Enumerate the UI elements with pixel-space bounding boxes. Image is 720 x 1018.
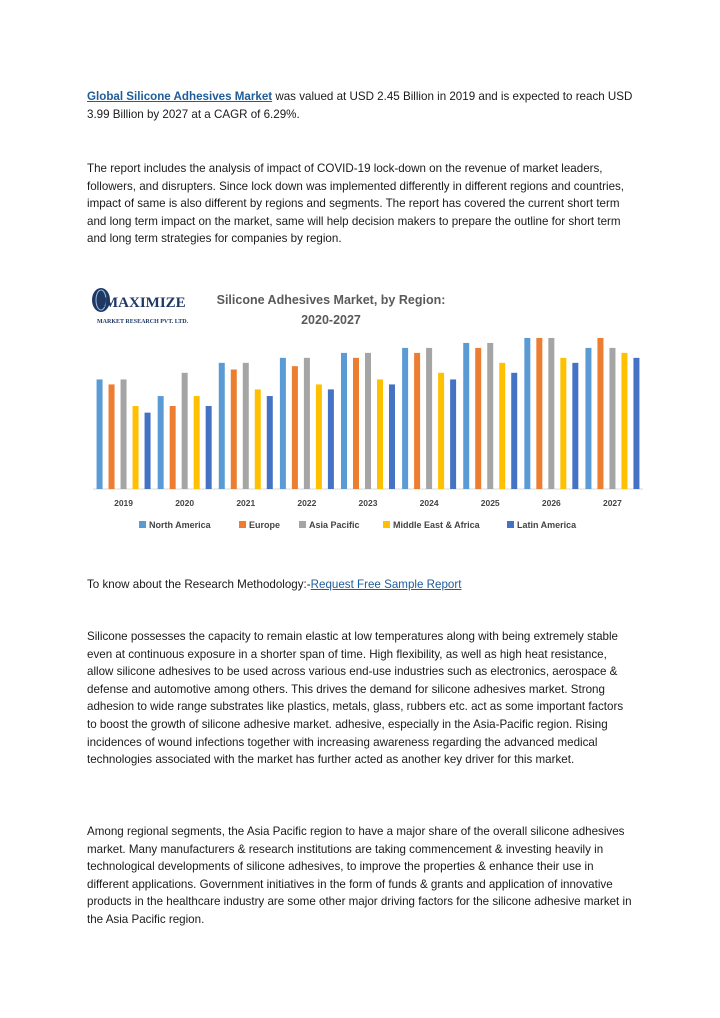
bar-asia-pacific-2027	[609, 348, 615, 489]
bar-north-america-2026	[524, 338, 530, 489]
x-tick-label: 2023	[358, 498, 378, 508]
bar-north-america-2019	[97, 379, 103, 489]
bar-europe-2021	[231, 369, 237, 489]
bar-latin-america-2025	[511, 373, 517, 489]
bar-north-america-2020	[158, 396, 164, 489]
legend-label: Asia Pacific	[309, 520, 360, 530]
bar-middle-east-africa-2023	[377, 379, 383, 489]
bar-asia-pacific-2024	[426, 348, 432, 489]
x-tick-label: 2022	[297, 498, 317, 508]
market-report-link[interactable]: Global Silicone Adhesives Market	[87, 90, 273, 103]
bar-latin-america-2026	[572, 363, 578, 489]
legend-swatch	[139, 521, 146, 528]
bar-latin-america-2027	[633, 358, 639, 489]
legend-label: Middle East & Africa	[393, 520, 480, 530]
chart-title-line2: 2020-2027	[301, 313, 361, 327]
bar-asia-pacific-2019	[121, 379, 127, 489]
x-tick-label: 2024	[419, 498, 439, 508]
silicone-paragraph: Silicone possesses the capacity to remain elastic at low temperatures along with being extremely stable even at continuous exposure in a shorter span of time. High flexibility, as well as high heat resistance, allow silicone adhesives to be used across various end-use industries such as electronics, aerospace & defense and automotive among others. This drives the demand for silicone adhesives market. Strong adhesion to wide range substrates like plastics, metals, glass, rubbers etc. act as some important factors to boost the growth of silicone adhesive market. adhesive, especially in the Asia-Pacific region. Rising incidences of wound infections together with increasing awareness regarding the advanced medical technologies associated with the market has further acted as another key driver for this market.	[87, 630, 624, 767]
methodology-paragraph	[87, 576, 635, 594]
chart-title-line1: Silicone Adhesives Market, by Region:	[216, 293, 446, 307]
x-tick-label: 2019	[114, 498, 134, 508]
bar-north-america-2027	[585, 348, 591, 489]
bar-middle-east-africa-2026	[560, 358, 566, 489]
bar-asia-pacific-2022	[304, 358, 310, 489]
bar-latin-america-2022	[328, 389, 334, 489]
bar-europe-2023	[353, 358, 359, 489]
methodology-text: To know about the Research Methodology:-	[87, 578, 311, 591]
bar-asia-pacific-2023	[365, 353, 371, 489]
bar-middle-east-africa-2019	[133, 406, 139, 489]
bar-europe-2027	[597, 338, 603, 489]
legend-label: Latin America	[517, 520, 577, 530]
legend-label: North America	[149, 520, 211, 530]
bar-middle-east-africa-2027	[621, 353, 627, 489]
bar-middle-east-africa-2020	[194, 396, 200, 489]
legend-swatch	[507, 521, 514, 528]
bar-europe-2022	[292, 366, 298, 489]
bar-europe-2020	[170, 406, 176, 489]
bar-asia-pacific-2020	[182, 373, 188, 489]
legend-swatch	[383, 521, 390, 528]
bar-north-america-2025	[463, 343, 469, 489]
request-sample-link[interactable]: Request Free Sample Report	[310, 578, 462, 591]
bar-europe-2019	[109, 384, 115, 489]
legend-label: Europe	[249, 520, 281, 530]
bar-asia-pacific-2025	[487, 343, 493, 489]
x-tick-label: 2025	[480, 498, 500, 508]
x-tick-label: 2027	[602, 498, 622, 508]
bar-latin-america-2023	[389, 384, 395, 489]
x-tick-label: 2021	[236, 498, 256, 508]
bar-europe-2025	[475, 348, 481, 489]
bar-north-america-2022	[280, 358, 286, 489]
bar-europe-2026	[536, 338, 542, 489]
bar-asia-pacific-2021	[243, 363, 249, 489]
logo-subtitle: MARKET RESEARCH PVT. LTD.	[97, 319, 189, 325]
logo-name: MAXIMIZE	[104, 295, 186, 311]
bar-latin-america-2021	[267, 396, 273, 489]
bar-middle-east-africa-2024	[438, 373, 444, 489]
bar-latin-america-2024	[450, 379, 456, 489]
bar-middle-east-africa-2022	[316, 384, 322, 489]
bar-middle-east-africa-2021	[255, 389, 261, 489]
intro-paragraph	[87, 88, 635, 123]
bar-north-america-2021	[219, 363, 225, 489]
bar-middle-east-africa-2025	[499, 363, 505, 489]
covid-paragraph: The report includes the analysis of impact of COVID-19 lock-down on the revenue of market leaders, followers, and disrupters. Since lock down was implemented differently in different regions and countries, impact of same is also different by regions and segments. The report has covered the current short term and long term impact on the market, same will help decision makers to prepare the outline for short term and long term strategies for companies by region.	[87, 162, 625, 246]
regional-paragraph: Among regional segments, the Asia Pacific region to have a major share of the overall silicone adhesives market. Many manufacturers & research institutions are taking commencement & investing heavily in technological developments of silicone adhesives, to improve the properties & enhance their use in different applications. Government initiatives in the form of funds & grants and application of innovative products in the healthcare industry are some other major driving factors for the silicone adhesive market in the Asia Pacific region.	[87, 825, 632, 926]
bar-north-america-2023	[341, 353, 347, 489]
legend-swatch	[239, 521, 246, 528]
regional-bar-chart	[87, 283, 647, 545]
x-tick-label: 2020	[175, 498, 195, 508]
chart-svg	[87, 283, 647, 545]
bar-latin-america-2019	[145, 413, 151, 489]
bar-asia-pacific-2026	[548, 338, 554, 489]
legend-swatch	[299, 521, 306, 528]
bar-latin-america-2020	[206, 406, 212, 489]
bar-europe-2024	[414, 353, 420, 489]
bar-north-america-2024	[402, 348, 408, 489]
x-tick-label: 2026	[541, 498, 561, 508]
intro-text: was valued at USD 2.45 Billion in 2019 and is expected to reach USD 3.99 Billion by 2027 at a CAGR of 6.29%.	[87, 90, 633, 121]
